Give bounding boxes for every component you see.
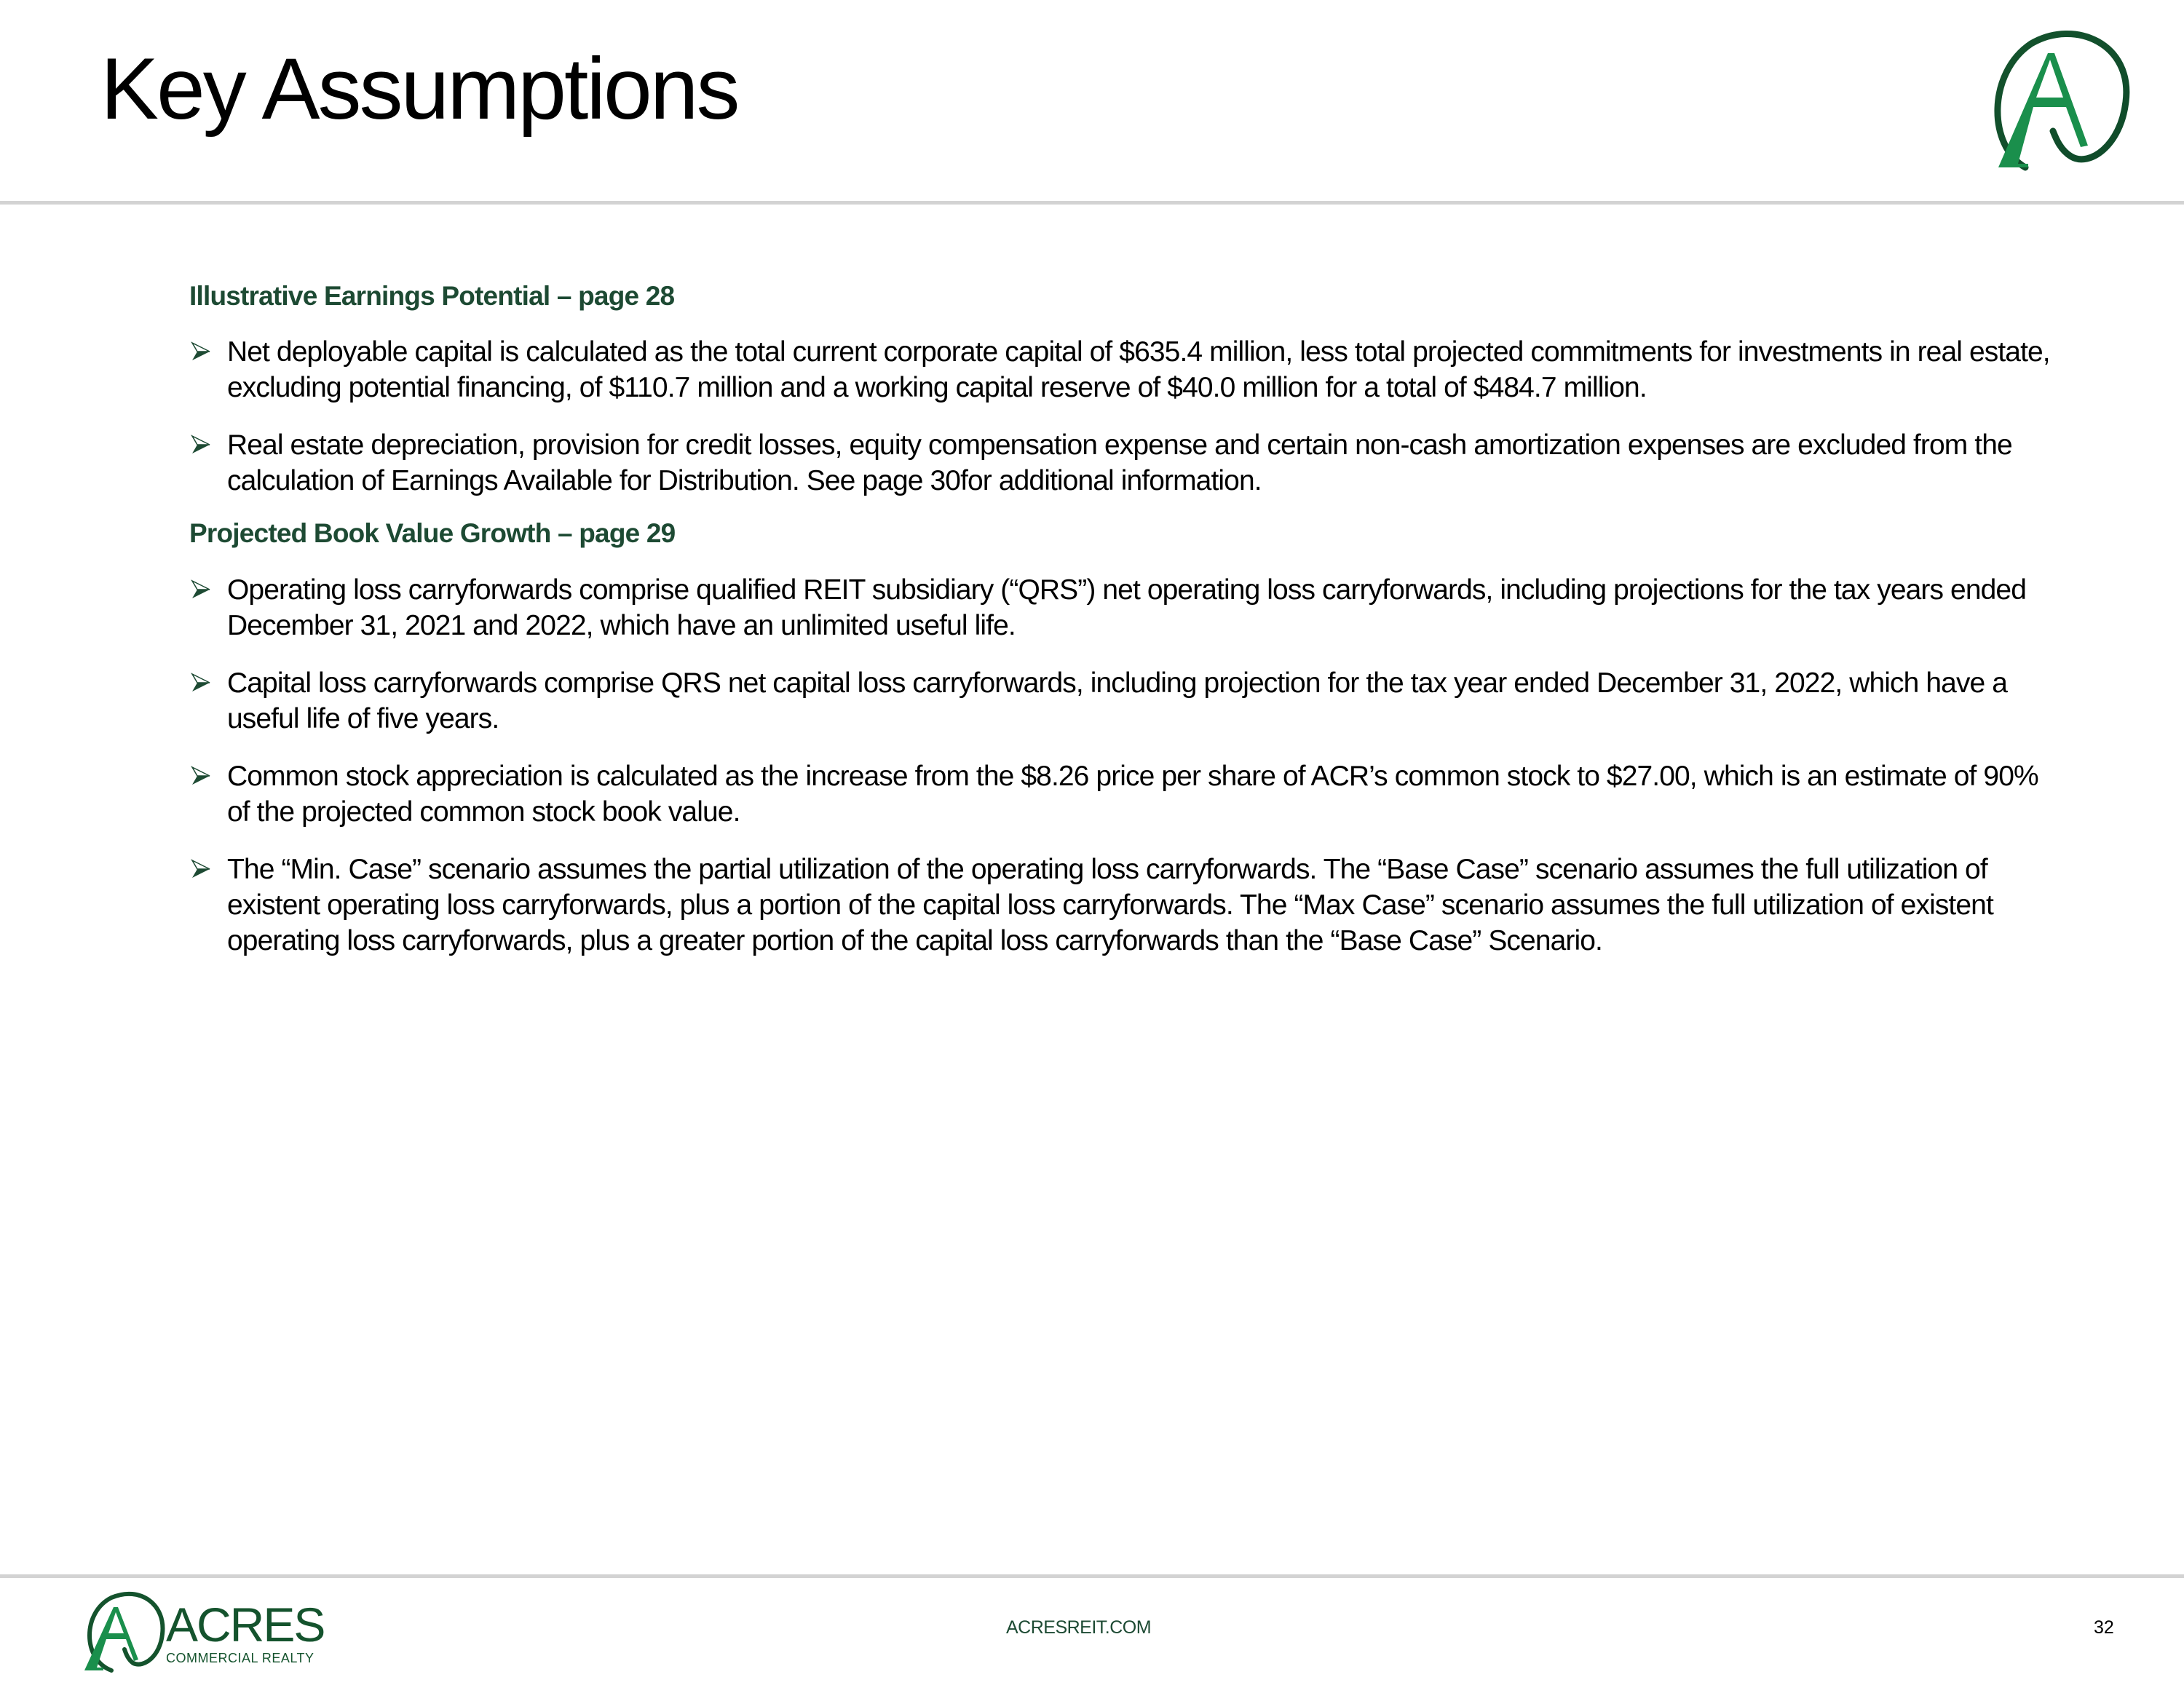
page-title: Key Assumptions [100,40,738,138]
list-item [189,572,2053,643]
arrowhead-bullet-icon [191,579,211,600]
header-divider [0,201,2184,205]
footer-divider [0,1574,2184,1578]
arrowhead-bullet-icon [191,673,211,693]
bullet-text: Capital loss carryforwards comprise QRS net capital loss carryforwards, including projection for the tax year ended December 31, 2022, which have a useful life of five years. [227,667,2008,734]
list-item [189,758,2053,830]
bullet-text: Common stock appreciation is calculated as the increase from the $8.26 price per share of ACR’s common stock to $27.00, which is an estimate of 90% of the projected common stock book value. [227,760,2038,828]
bullet-text: Real estate depreciation, provision for credit losses, equity compensation expense and certain non-cash amortization expenses are excluded from the calculation of Earnings Available for Distribution. See page 30for additional information. [227,429,2012,497]
list-item [189,334,2053,405]
page-number: 32 [2094,1617,2114,1638]
bullet-text: The “Min. Case” scenario assumes the partial utilization of the operating loss carryforwards. The “Base Case” scenario assumes the full utilization of existent operating loss carryforwards, plus a portion of the capital loss carryforwards. The “Max Case” scenario assumes the full utilization of existent operating loss carryforwards, plus a greater portion of the capital loss carryforwards than the “Base Case” Scenario. [227,853,1993,956]
acres-commercial-realty-logo [79,1587,341,1674]
bullet-text: Operating loss carryforwards comprise qualified REIT subsidiary (“QRS”) net operating loss carryforwards, including projections for the tax years ended December 31, 2021 and 2022, which have an unlimited useful life. [227,574,2026,641]
footer-website-url: ACRESREIT.COM [1006,1617,1152,1638]
list-item [189,427,2053,499]
section-heading-book-value-growth: Projected Book Value Growth – page 29 [189,518,676,549]
assumptions-content [189,280,2053,980]
list-item [189,852,2053,959]
arrowhead-bullet-icon [191,435,211,455]
arrowhead-bullet-icon [191,859,211,879]
bullet-text: Net deployable capital is calculated as the total current corporate capital of $635.4 million, less total projected commitments for investments in real estate, excluding potential financing, of $110.7 million and a working capital reserve of $40.0 million for a total of $484.7 million. [227,336,2050,404]
section-heading-earnings-potential: Illustrative Earnings Potential – page 28 [189,281,675,311]
list-item [189,665,2053,737]
svg-text:ACRES: ACRES [166,1598,325,1652]
svg-text:COMMERCIAL REALTY: COMMERCIAL REALTY [166,1651,314,1665]
acres-monogram-logo-icon [1980,22,2140,175]
arrowhead-bullet-icon [191,341,211,362]
arrowhead-bullet-icon [191,766,211,786]
